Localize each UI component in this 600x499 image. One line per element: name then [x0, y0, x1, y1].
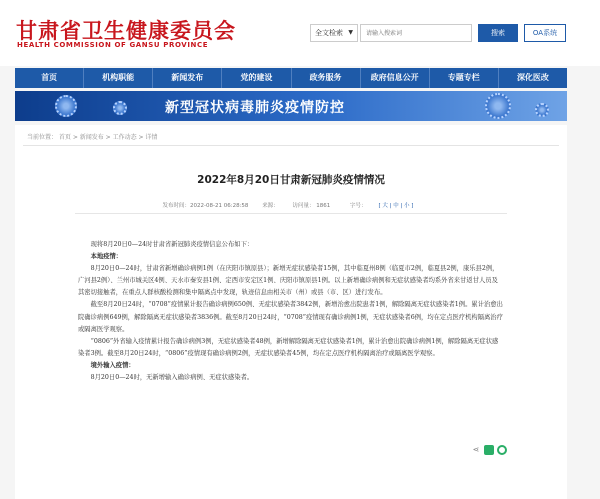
publish-date: 发布时间：2022-08-21 06:28:58 — [162, 203, 249, 209]
site-logo-subtitle: HEALTH COMMISSION OF GANSU PROVINCE — [17, 41, 209, 49]
nav-item-services[interactable]: 政务服务 — [292, 68, 361, 88]
main-nav — [15, 68, 567, 88]
virus-icon — [485, 93, 511, 119]
article-meta — [15, 201, 567, 209]
article-source: 来源： — [262, 203, 279, 209]
share-bar — [471, 445, 507, 455]
virus-icon — [535, 103, 549, 117]
nav-item-disclosure[interactable]: 政府信息公开 — [361, 68, 430, 88]
share-icon[interactable]: ⋖ — [472, 445, 480, 454]
wechat-icon[interactable] — [484, 445, 494, 455]
oa-system-button[interactable]: OA系统 — [524, 24, 566, 42]
section-heading: 本地疫情： — [90, 253, 123, 261]
article-title: 2022年8月20日甘肃新冠肺炎疫情情况 — [197, 174, 385, 186]
article-panel — [15, 125, 567, 499]
divider — [75, 213, 507, 214]
moments-icon[interactable] — [497, 445, 507, 455]
search-scope-select[interactable] — [310, 24, 358, 42]
nav-item-reform[interactable]: 深化医改 — [516, 73, 549, 82]
nav-item-home[interactable]: 首页 — [15, 68, 84, 88]
nav-item-party[interactable]: 党的建设 — [222, 68, 291, 88]
font-size-label: 字号： — [349, 203, 367, 209]
font-size-options[interactable]: [ 大 | 中 | 小 ] — [378, 203, 414, 209]
search-button[interactable]: 搜索 — [478, 24, 518, 42]
breadcrumb[interactable]: 当前位置： 首页 > 新闻发布 > 工作动态 > 详情 — [27, 134, 158, 141]
visit-count: 访问量： 1861 — [292, 203, 331, 209]
virus-icon — [55, 95, 77, 117]
article-paragraph: 8月20日0—24时，甘肃省新增确诊病例1例（在庆阳市镇原县）；新增无症状感染者15例，其中临夏州8例（临夏市2例，临夏县2例，康乐县2例，广河县2例）、兰州市城关区4例、天水市秦安县1例、定西市安定区1例、庆阳市镇原县1例。以上新增确诊病例和无症状感染者均系外省来甘返甘人员及其密切接触者，在重点人群核酸检测和集中隔离点中发现，轨迹信息由相关市（州）或县（市、区）进行发布。 — [78, 265, 499, 297]
article-paragraph: “0806”外省输入疫情累计报告确诊病例3例，无症状感染者48例，新增解除隔离无症状感染者1例，累计治愈出院确诊病例1例，解除隔离无症状感染者3例。截至8月20日24时，“0806”疫情现有确诊病例2例，无症状感染者45例，均在定点医疗机构隔离治疗或隔离医学观察。 — [78, 337, 499, 357]
nav-item-topics[interactable]: 专题专栏 — [430, 68, 499, 88]
search-scope-label: 全文检索 — [315, 29, 343, 37]
covid-banner[interactable] — [15, 91, 567, 121]
nav-item-functions[interactable]: 机构职能 — [84, 68, 153, 88]
site-header — [0, 0, 600, 66]
divider — [23, 145, 559, 146]
article-paragraph: 8月20日0—24时，无新增输入确诊病例、无症状感染者。 — [90, 374, 254, 382]
font-size-control — [344, 203, 420, 209]
site-logo-title[interactable]: 甘肃省卫生健康委员会 — [16, 18, 236, 43]
nav-item-news[interactable]: 新闻发布 — [153, 68, 222, 88]
article-paragraph: 现将8月20日0—24时甘肃省新冠肺炎疫情信息公布如下： — [90, 241, 254, 248]
search-input[interactable] — [360, 24, 472, 42]
article-paragraph: 截至8月20日24时，“0708”疫情累计报告确诊病例650例、无症状感染者3842例，新增治愈出院患者1例，解除隔离无症状感染者1例。累计治愈出院确诊病例649例，解除隔离无症状感染者3836例。截至8月20日24时，“0708”疫情现有确诊病例1例，无症状感染者6例，均在定点医疗机构隔离治疗或隔离医学观察。 — [78, 301, 503, 333]
section-heading: 境外输入疫情： — [90, 361, 135, 369]
virus-icon — [113, 101, 127, 115]
article-body — [78, 239, 504, 384]
banner-title: 新型冠状病毒肺炎疫情防控 — [165, 100, 345, 116]
chevron-down-icon: ▼ — [348, 29, 353, 36]
